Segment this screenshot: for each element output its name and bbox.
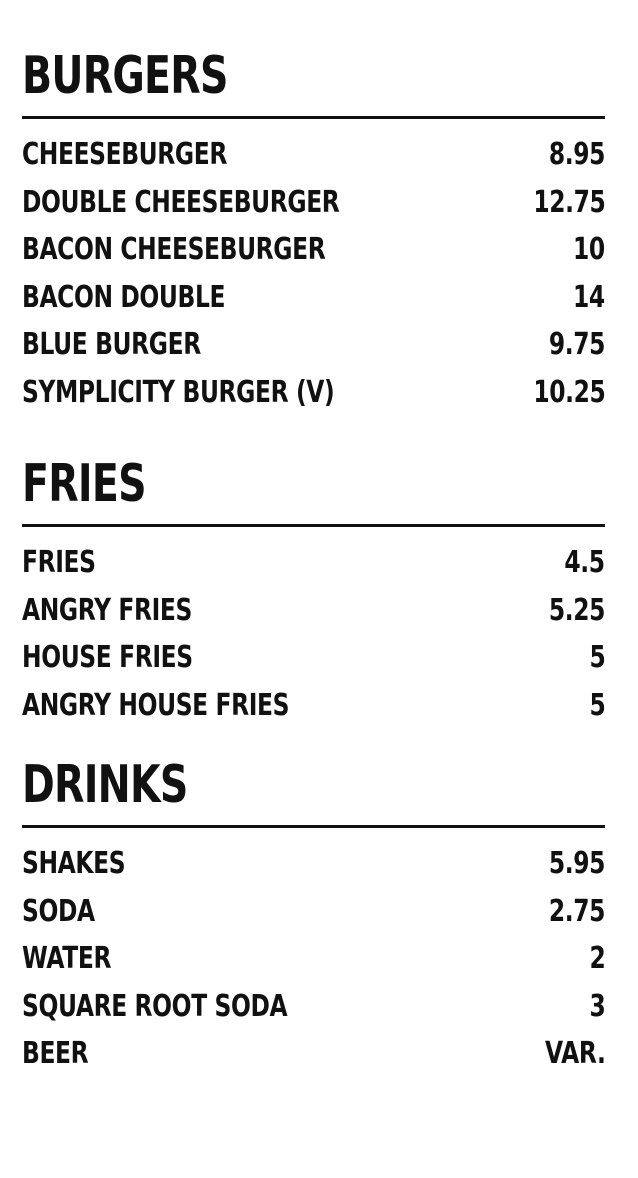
item-price: 5 (589, 687, 605, 723)
item-price: 2.75 (548, 893, 605, 929)
item-name: BACON CHEESEBURGER (22, 232, 326, 268)
item-name: SODA (22, 893, 95, 929)
section-divider (22, 116, 605, 119)
menu-section-fries (22, 416, 605, 729)
item-name: ANGRY FRIES (22, 592, 192, 628)
menu-item (22, 587, 605, 635)
menu-item (22, 179, 605, 227)
menu-item (22, 1030, 605, 1078)
menu-item (22, 888, 605, 936)
menu-item (22, 131, 605, 179)
menu-item (22, 983, 605, 1031)
item-name: ANGRY HOUSE FRIES (22, 687, 290, 723)
menu-item (22, 226, 605, 274)
item-name: WATER (22, 941, 112, 977)
item-name: BLUE BURGER (22, 327, 201, 363)
menu-item (22, 274, 605, 322)
item-price: 5 (589, 640, 605, 676)
menu-item (22, 634, 605, 682)
item-name: DOUBLE CHEESEBURGER (22, 184, 340, 220)
item-name: BEER (22, 1036, 89, 1072)
menu-item (22, 321, 605, 369)
menu-board (22, 0, 605, 1078)
menu-item (22, 840, 605, 888)
item-name: BACON DOUBLE (22, 279, 226, 315)
item-price: 14 (573, 279, 605, 315)
menu-item (22, 935, 605, 983)
item-name: SHAKES (22, 846, 126, 882)
item-price: 3 (589, 988, 605, 1024)
section-title: BURGERS (22, 46, 228, 106)
section-title: FRIES (22, 454, 146, 514)
item-name: CHEESEBURGER (22, 137, 227, 173)
item-price: 2 (589, 941, 605, 977)
item-price: 8.95 (548, 137, 605, 173)
section-divider (22, 825, 605, 828)
item-price: 5.25 (548, 592, 605, 628)
item-price: VAR. (544, 1036, 605, 1072)
item-price: 5.95 (548, 846, 605, 882)
item-price: 10.25 (532, 374, 605, 410)
item-name: FRIES (22, 545, 96, 581)
item-price: 4.5 (564, 545, 605, 581)
item-name: HOUSE FRIES (22, 640, 193, 676)
item-price: 10 (573, 232, 605, 268)
menu-item (22, 682, 605, 730)
section-divider (22, 524, 605, 527)
item-name: SYMPLICITY BURGER (V) (22, 374, 335, 410)
item-name: SQUARE ROOT SODA (22, 988, 288, 1024)
menu-item (22, 539, 605, 587)
menu-item (22, 369, 605, 417)
item-price: 12.75 (532, 184, 605, 220)
menu-section-burgers (22, 0, 605, 416)
menu-section-drinks (22, 729, 605, 1078)
item-price: 9.75 (548, 327, 605, 363)
section-title: DRINKS (22, 755, 188, 815)
